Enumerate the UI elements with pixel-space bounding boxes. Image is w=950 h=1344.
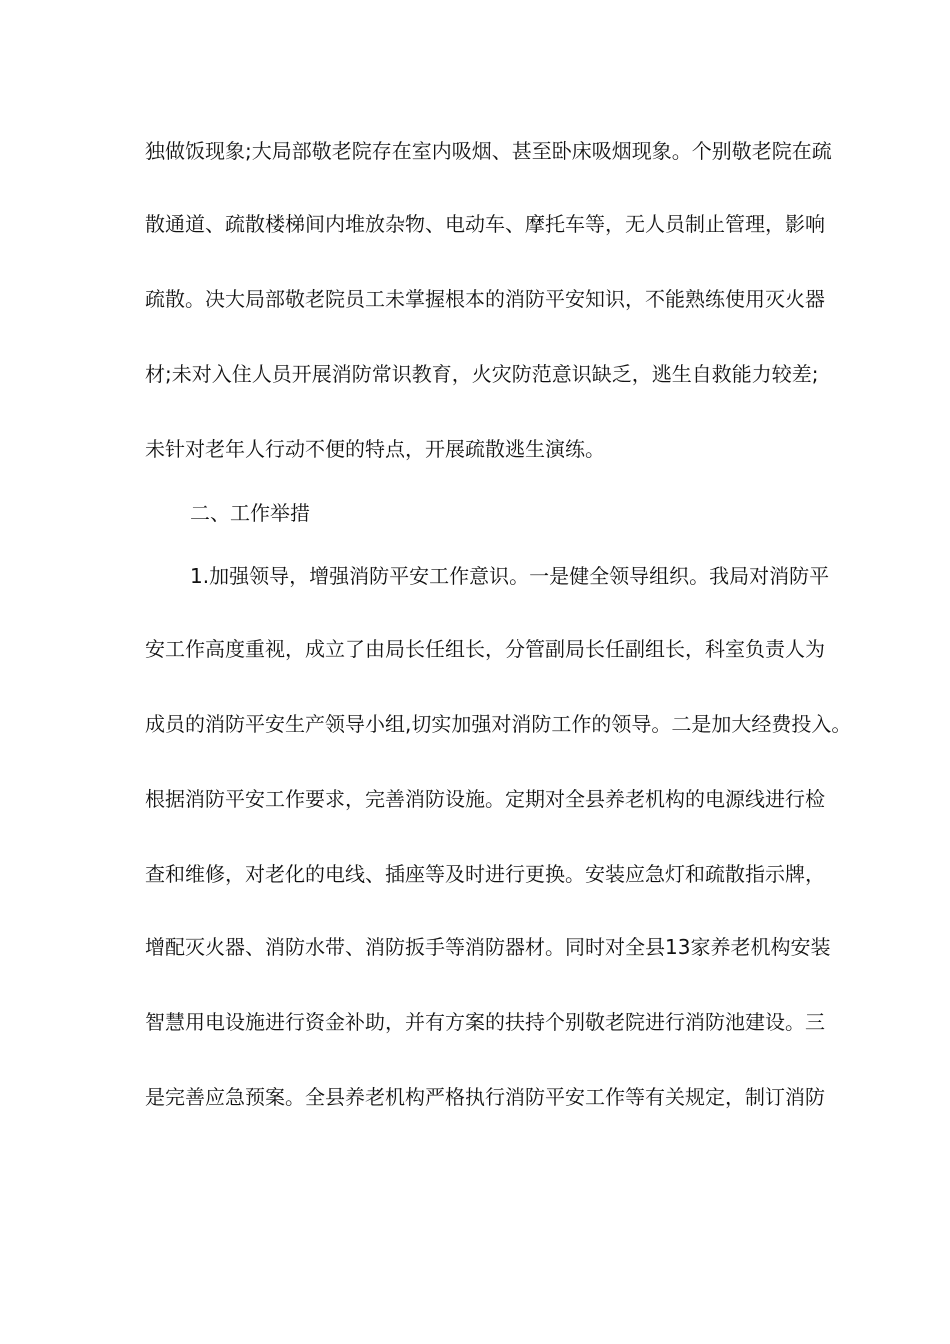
paragraph-line: 1.加强领导，增强消防平安工作意识。一是健全领导组织。我局对消防平 xyxy=(190,564,830,588)
paragraph-line: 根据消防平安工作要求，完善消防设施。定期对全县养老机构的电源线进行检 xyxy=(145,787,825,811)
paragraph-line: 散通道、疏散楼梯间内堆放杂物、电动车、摩托车等，无人员制止管理，影响 xyxy=(145,212,825,236)
section-heading: 二、工作举措 xyxy=(190,501,310,525)
paragraph-line: 增配灭火器、消防水带、消防扳手等消防器材。同时对全县13家养老机构安装 xyxy=(145,935,831,959)
paragraph-line: 疏散。决大局部敬老院员工未掌握根本的消防平安知识，不能熟练使用灭火器 xyxy=(145,287,825,311)
paragraph-line: 查和维修，对老化的电线、插座等及时进行更换。安装应急灯和疏散指示牌， xyxy=(145,862,825,886)
paragraph-line: 独做饭现象;大局部敬老院存在室内吸烟、甚至卧床吸烟现象。个别敬老院在疏 xyxy=(145,139,832,163)
paragraph-line: 未针对老年人行动不便的特点，开展疏散逃生演练。 xyxy=(145,437,605,461)
paragraph-line: 安工作高度重视，成立了由局长任组长，分管副局长任副组长，科室负责人为 xyxy=(145,637,825,661)
paragraph-line: 材;未对入住人员开展消防常识教育，火灾防范意识缺乏，逃生自救能力较差; xyxy=(145,362,819,386)
paragraph-line: 成员的消防平安生产领导小组,切实加强对消防工作的领导。二是加大经费投入。 xyxy=(145,712,852,736)
paragraph-line: 是完善应急预案。全县养老机构严格执行消防平安工作等有关规定，制订消防 xyxy=(145,1085,825,1109)
paragraph-line: 智慧用电设施进行资金补助，并有方案的扶持个别敬老院进行消防池建设。三 xyxy=(145,1010,825,1034)
